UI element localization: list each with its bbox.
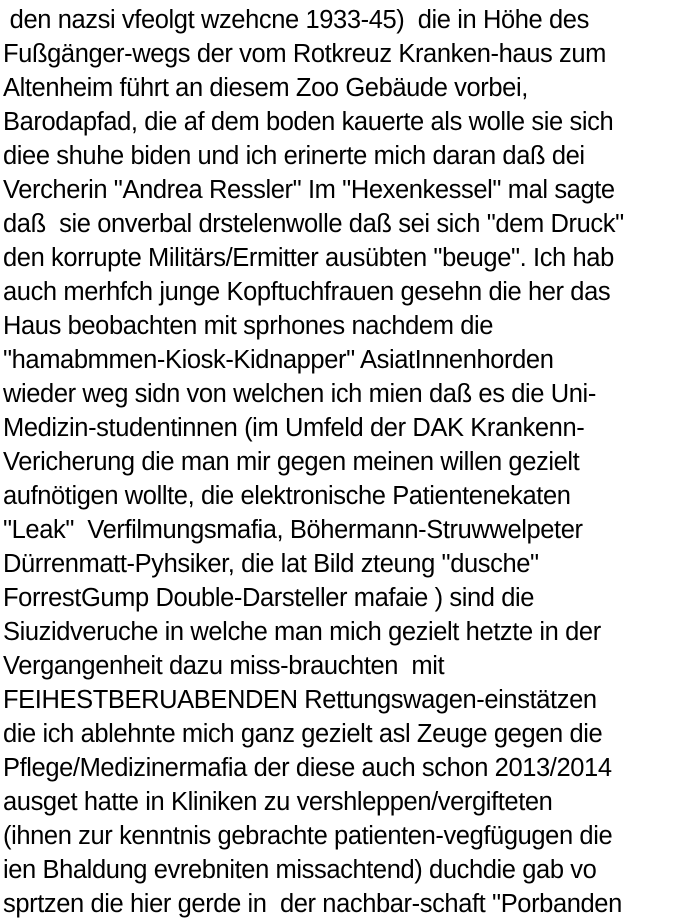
text-line: Medizin-studentinnen (im Umfeld der DAK Krankenn- bbox=[3, 414, 585, 442]
text-line: Vergangenheit dazu miss-brauchten mit bbox=[3, 652, 445, 680]
text-line: aufnötigen wollte, die elektronische Patientenekaten bbox=[3, 482, 571, 510]
text-line: FEIHESTBERUABENDEN Rettungswagen-einstätzen bbox=[3, 686, 597, 714]
text-line: (ihnen zur kenntnis gebrachte patienten-vegfügugen die bbox=[3, 822, 613, 850]
text-line: diee shuhe biden und ich erinerte mich daran daß dei bbox=[3, 142, 585, 170]
text-block bbox=[3, 3, 682, 921]
text-line: Siuzidveruche in welche man mich gezielt hetzte in der bbox=[3, 618, 601, 646]
text-line: sprtzen die hier gerde in der nachbar-schaft "Porbanden bbox=[3, 890, 622, 918]
text-line: ien Bhaldung evrebniten missachtend) duchdie gab vo bbox=[3, 856, 597, 884]
text-line: ForrestGump Double-Darsteller mafaie ) sind die bbox=[3, 584, 535, 612]
text-line: den nazsi vfeolgt wzehcne 1933-45) die in Höhe des bbox=[3, 6, 589, 34]
text-line: Pflege/Medizinermafia der diese auch schon 2013/2014 bbox=[3, 754, 612, 782]
text-line: "hamabmmen-Kiosk-Kidnapper" AsiatInnenhorden bbox=[3, 346, 554, 374]
text-line: Vericherung die man mir gegen meinen willen gezielt bbox=[3, 448, 580, 476]
text-line: Haus beobachten mit sprhones nachdem die bbox=[3, 312, 494, 340]
text-line: "Leak" Verfilmungsmafia, Böhermann-Struwwelpeter bbox=[3, 516, 583, 544]
text-line: die ich ablehnte mich ganz gezielt asl Zeuge gegen die bbox=[3, 720, 603, 748]
text-line: daß sie onverbal drstelenwolle daß sei sich "dem Druck" bbox=[3, 210, 624, 238]
text-line: Dürrenmatt-Pyhsiker, die lat Bild zteung "dusche" bbox=[3, 550, 539, 578]
text-line: Fußgänger-wegs der vom Rotkreuz Kranken-haus zum bbox=[3, 40, 606, 68]
text-line: wieder weg sidn von welchen ich mien daß es die Uni- bbox=[3, 380, 596, 408]
text-line: Barodapfad, die af dem boden kauerte als wolle sie sich bbox=[3, 108, 614, 136]
text-line: ausget hatte in Kliniken zu vershleppen/vergifteten bbox=[3, 788, 553, 816]
text-line: den korrupte Militärs/Ermitter ausübten "beuge". Ich hab bbox=[3, 244, 614, 272]
text-line: auch merhfch junge Kopftuchfrauen gesehn die her das bbox=[3, 278, 611, 306]
text-line: Vercherin "Andrea Ressler" Im "Hexenkessel" mal sagte bbox=[3, 176, 615, 204]
text-line: Altenheim führt an diesem Zoo Gebäude vorbei, bbox=[3, 74, 528, 102]
